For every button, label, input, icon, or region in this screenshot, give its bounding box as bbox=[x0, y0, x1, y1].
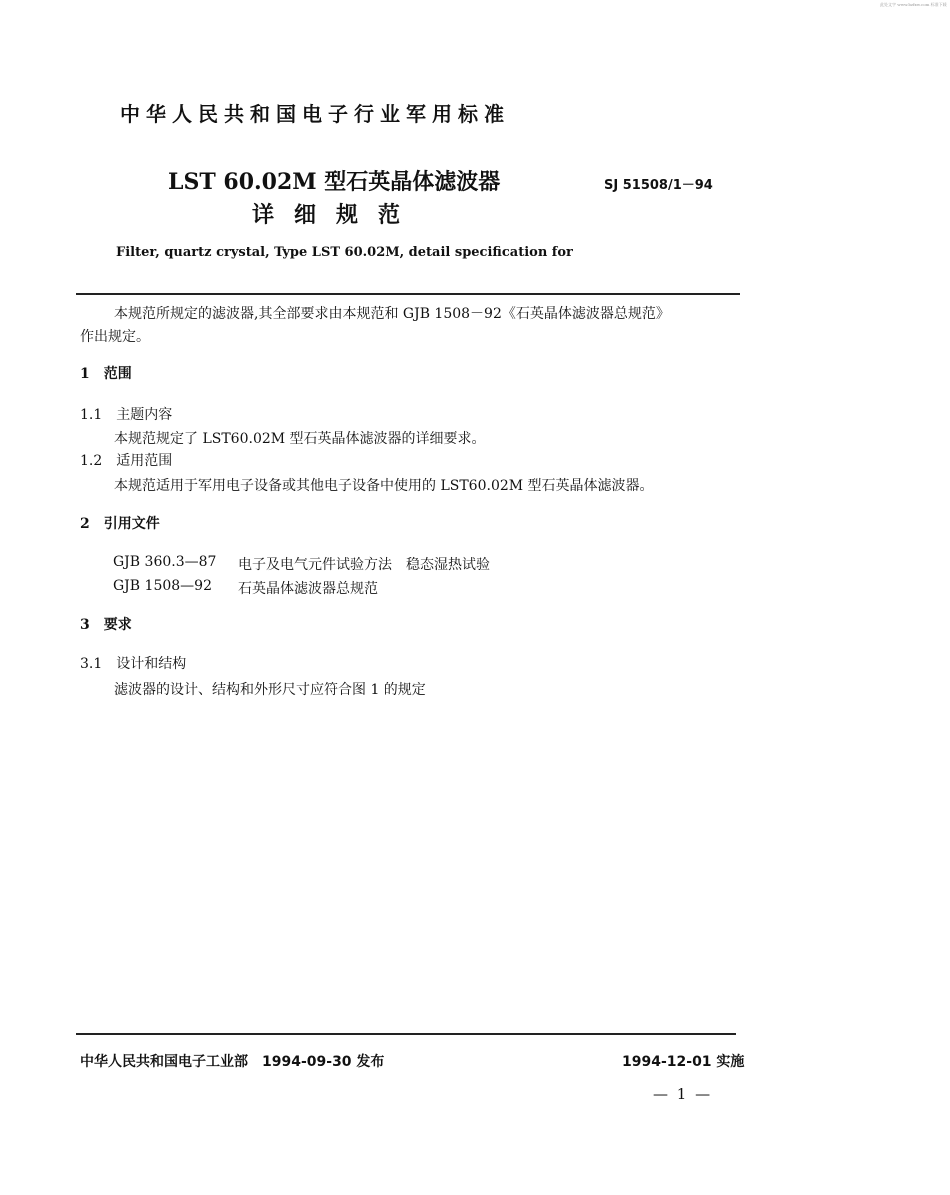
document-number: SJ 51508/1－94 bbox=[604, 178, 713, 193]
standard-category: 中华人民共和国电子行业军用标准 bbox=[120, 102, 510, 126]
preamble-line-1: 本规范所规定的滤波器,其全部要求由本规范和 GJB 1508－92《石英晶体滤波器总规范》 bbox=[114, 306, 670, 322]
document-subtitle: 详细规范 bbox=[252, 202, 421, 228]
reference-code: GJB 360.3—87 bbox=[113, 554, 217, 570]
page-number: — 1 — bbox=[653, 1085, 713, 1103]
section-2-heading: 2 引用文件 bbox=[80, 516, 160, 532]
top-divider bbox=[76, 293, 740, 295]
footer-effective-date: 1994-12-01 实施 bbox=[622, 1054, 745, 1070]
footer-divider bbox=[76, 1033, 736, 1035]
section-3-1-body: 滤波器的设计、结构和外形尺寸应符合图 1 的规定 bbox=[114, 682, 426, 698]
corner-watermark-text: 此处文字 www.bzfxw.com 标准下载 bbox=[880, 2, 947, 7]
section-1-heading: 1 范围 bbox=[80, 366, 132, 382]
english-title: Filter, quartz crystal, Type LST 60.02M, detail specification for bbox=[116, 245, 573, 260]
reference-title: 电子及电气元件试验方法 稳态湿热试验 bbox=[238, 557, 490, 573]
section-1-2-heading: 1.2 适用范围 bbox=[80, 453, 173, 469]
preamble-line-2: 作出规定。 bbox=[80, 329, 150, 345]
document-title: LST 60.02M 型石英晶体滤波器 bbox=[168, 169, 501, 195]
section-3-1-heading: 3.1 设计和结构 bbox=[80, 656, 187, 672]
footer-publisher: 中华人民共和国电子工业部 1994-09-30 发布 bbox=[80, 1054, 385, 1070]
section-1-1-heading: 1.1 主题内容 bbox=[80, 407, 173, 423]
section-1-2-body: 本规范适用于军用电子设备或其他电子设备中使用的 LST60.02M 型石英晶体滤波器。 bbox=[114, 478, 654, 494]
reference-code: GJB 1508—92 bbox=[113, 578, 212, 594]
section-1-1-body: 本规范规定了 LST60.02M 型石英晶体滤波器的详细要求。 bbox=[114, 431, 486, 447]
section-3-heading: 3 要求 bbox=[80, 617, 132, 633]
reference-title: 石英晶体滤波器总规范 bbox=[238, 581, 378, 597]
